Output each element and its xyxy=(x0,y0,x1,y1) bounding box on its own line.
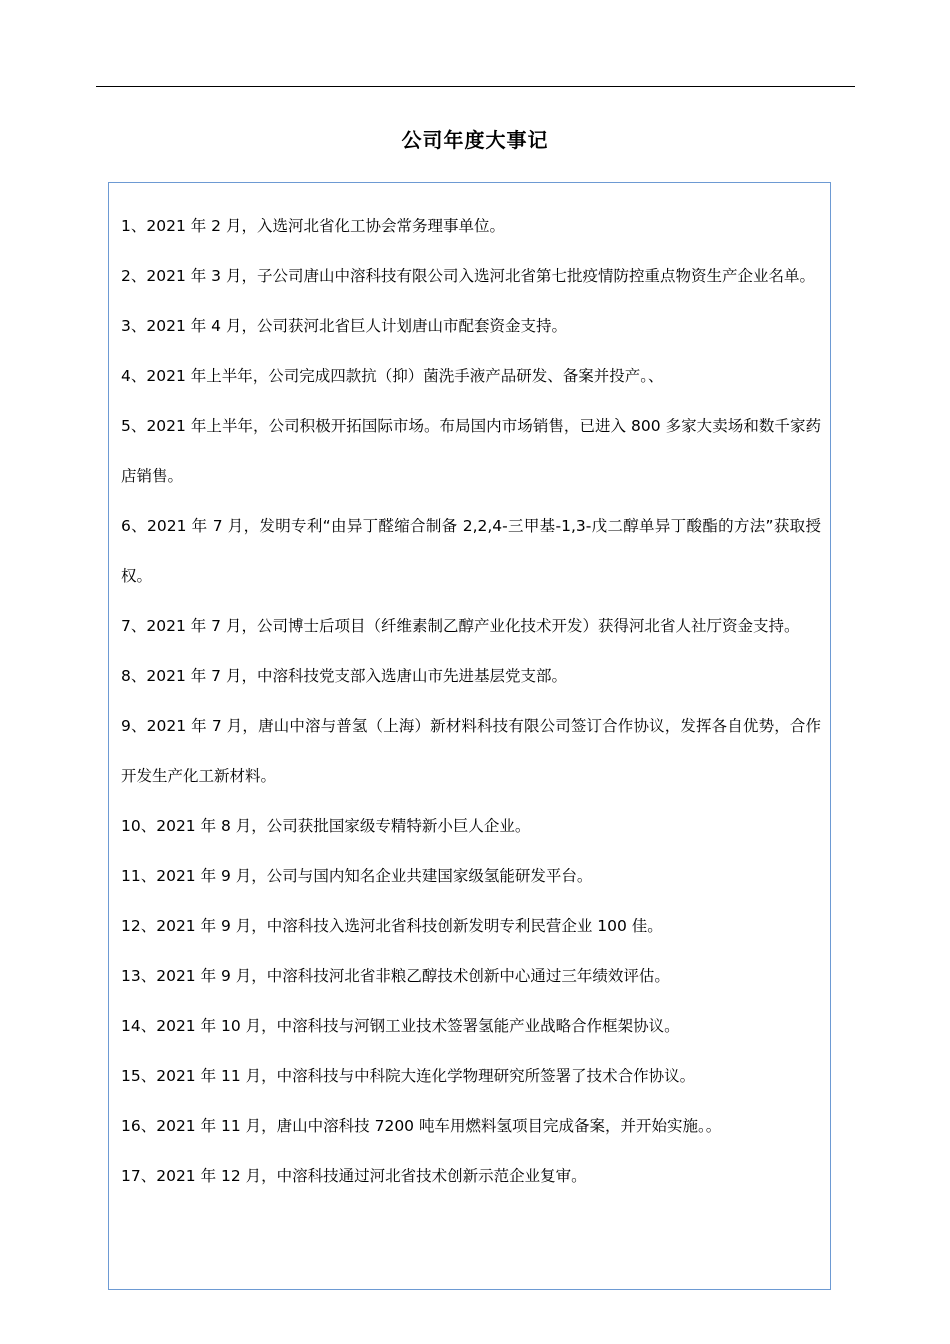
event-item: 3、2021 年 4 月，公司获河北省巨人计划唐山市配套资金支持。 xyxy=(121,317,567,335)
event-item: 15、2021 年 11 月，中溶科技与中科院大连化学物理研究所签署了技术合作协议。 xyxy=(121,1067,696,1085)
event-item: 7、2021 年 7 月，公司博士后项目（纤维素制乙醇产业化技术开发）获得河北省人社厅资金支持。 xyxy=(121,617,800,635)
event-list xyxy=(121,201,821,1201)
event-item: 2、2021 年 3 月，子公司唐山中溶科技有限公司入选河北省第七批疫情防控重点物资生产企业名单。 xyxy=(121,267,815,285)
event-item: 11、2021 年 9 月，公司与国内知名企业共建国家级氢能研发平台。 xyxy=(121,867,593,885)
event-item: 1、2021 年 2 月，入选河北省化工协会常务理事单位。 xyxy=(121,217,505,235)
event-item: 13、2021 年 9 月，中溶科技河北省非粮乙醇技术创新中心通过三年绩效评估。 xyxy=(121,967,670,985)
event-item: 8、2021 年 7 月，中溶科技党支部入选唐山市先进基层党支部。 xyxy=(121,667,567,685)
page-title: 公司年度大事记 xyxy=(401,128,549,152)
event-item: 17、2021 年 12 月，中溶科技通过河北省技术创新示范企业复审。 xyxy=(121,1167,587,1185)
event-item: 9、2021 年 7 月，唐山中溶与普氢（上海）新材料科技有限公司签订合作协议，发挥各自优势，合作开发生产化工新材料。 xyxy=(121,717,821,785)
event-item: 14、2021 年 10 月，中溶科技与河钢工业技术签署氢能产业战略合作框架协议。 xyxy=(121,1017,680,1035)
event-item: 4、2021 年上半年，公司完成四款抗（抑）菌洗手液产品研发、备案并投产。、 xyxy=(121,367,664,385)
event-item: 12、2021 年 9 月，中溶科技入选河北省科技创新发明专利民营企业 100 佳。 xyxy=(121,917,663,935)
events-box xyxy=(108,182,831,1290)
header-rule xyxy=(96,86,855,87)
event-item: 6、2021 年 7 月，发明专利“由异丁醛缩合制备 2,2,4-三甲基-1,3-戊二醇单异丁酸酯的方法”获取授权。 xyxy=(121,517,821,585)
event-item: 10、2021 年 8 月，公司获批国家级专精特新小巨人企业。 xyxy=(121,817,531,835)
event-item: 5、2021 年上半年，公司积极开拓国际市场。布局国内市场销售，已进入 800 多家大卖场和数千家药店销售。 xyxy=(121,417,821,485)
event-item: 16、2021 年 11 月，唐山中溶科技 7200 吨车用燃料氢项目完成备案，并开始实施。。 xyxy=(121,1117,722,1135)
